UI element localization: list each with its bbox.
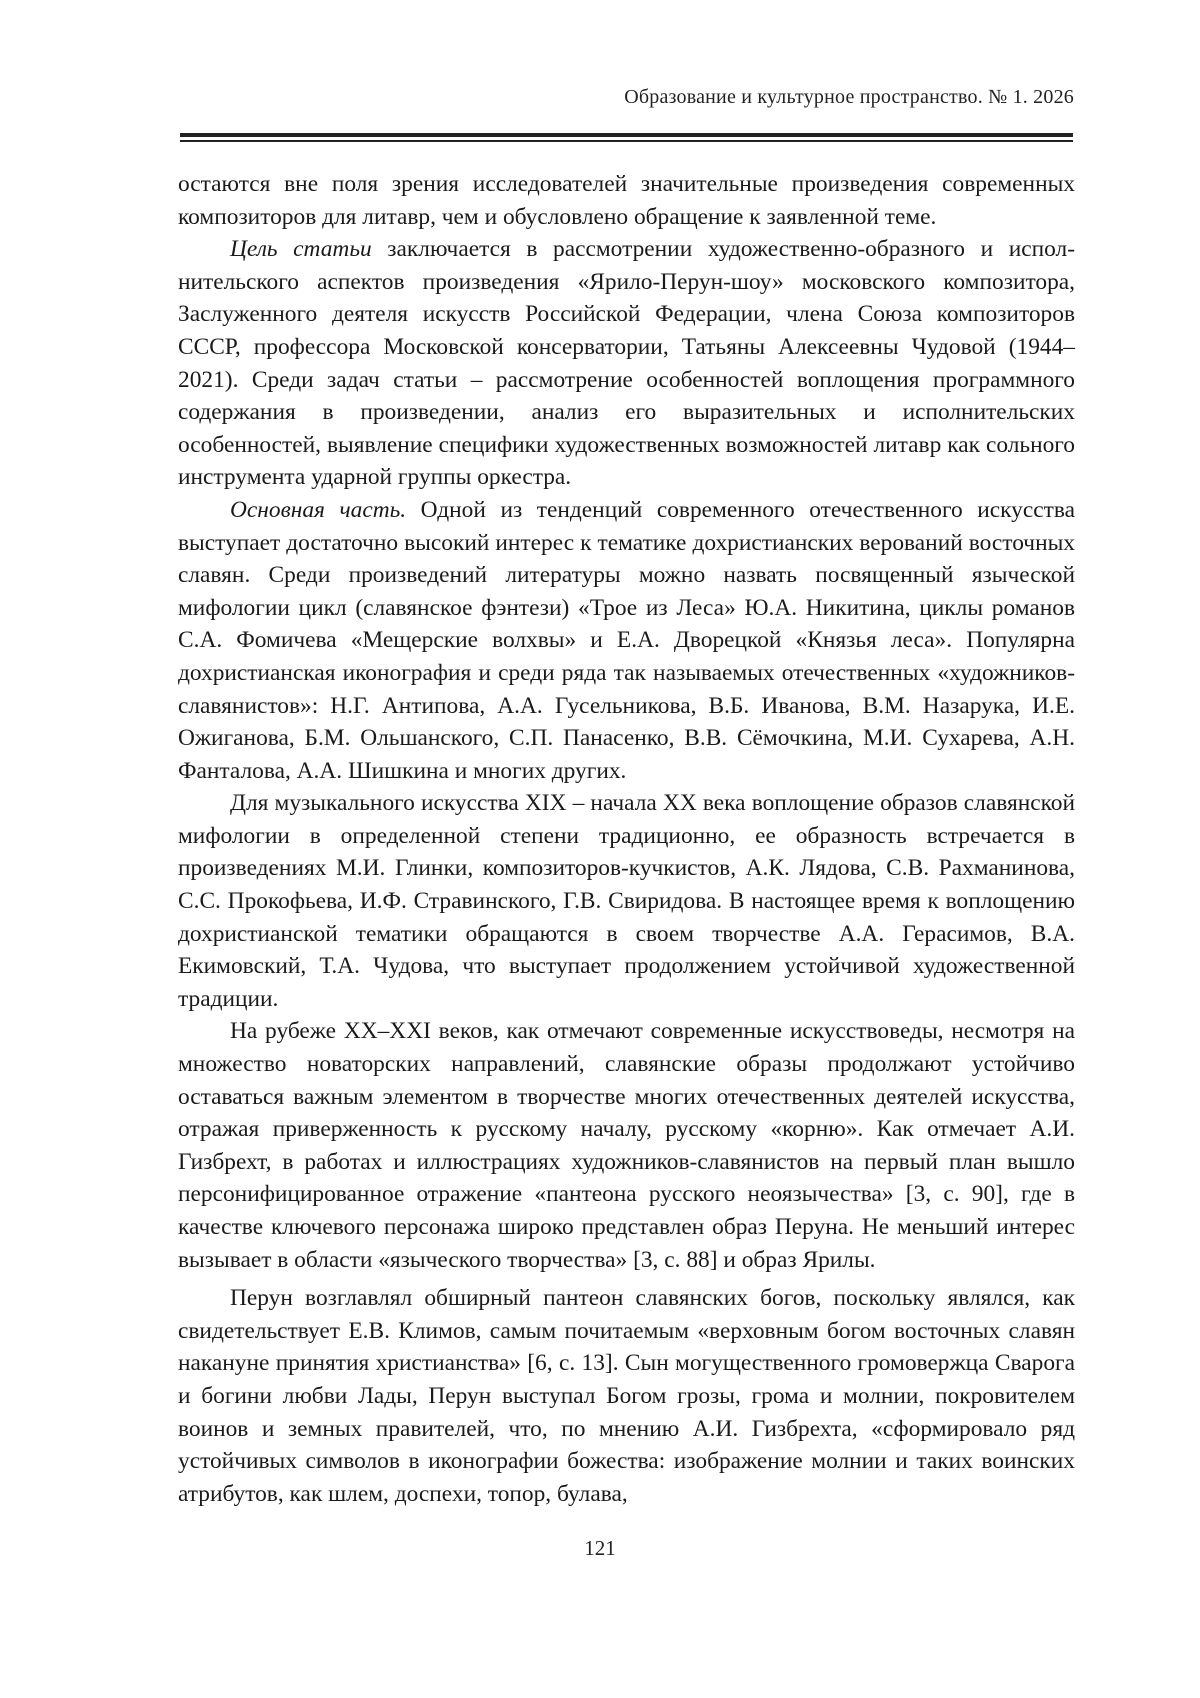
- running-header: Образование и культурное пространство. № 1. 2026: [624, 86, 1074, 108]
- paragraph-lead: Основная часть.: [230, 496, 407, 523]
- paragraph-slavic-images: [178, 1015, 1075, 1276]
- page-number: 121: [584, 1536, 616, 1560]
- paragraph-text: заключается в рассмотрении художественно-образного и исполнительского аспектов произведения «Ярило-Перун-шоу» московского композитора, Заслуженного деятеля искусств Российской Федерации, члена Союза композиторов СССР, профессора Московской консерватории, Татьяны Алексеевны Чудовой (1944–2021). Среди задач статьи – рассмотрение особенностей воплощения программного содержания в произведении, анализ его выразительных и исполнительских особенностей, выявление специфики художественных возможностей литавр как сольного инструмента ударной группы оркестра.: [178, 236, 1076, 491]
- paragraph-text: На рубеже XX–XXI веков, как отмечают современные искусствоведы, несмотря на множество новаторских направлений, славянские образы продолжают устойчиво оставаться важным элементом в творчестве многих отечественных деятелей искусства, отражая приверженность к русскому началу, русскому «корню». Как отмечает А.И. Гизбрехт, в работах и иллюстрациях художников-славянистов на первый план вышло персонифицированное отражение «пантеона русского неоязычества» [3, с. 90], где в качестве ключевого персонажа широко представлен образ Перуна. Не меньший интерес вызывает в области «языческого творчества» [3, с. 88] и образ Ярилы.: [178, 1018, 1075, 1273]
- article-body: [178, 168, 1075, 1510]
- paragraph-main-part: [178, 494, 1075, 787]
- paragraph-text: остаются вне поля зрения исследователей значительные произведения современных композиторов для литавр, чем и обусловлено обращение к заявленной теме.: [178, 171, 1075, 230]
- paragraph-continuation: [178, 168, 1075, 233]
- paragraph-text: Для музыкального искусства XIX – начала XX века воплощение образов славянской мифологии в определенной степени традиционно, ее образность встречается в произведениях М.И. Глинки, композиторов-кучкистов, А.К. Лядова, С.В. Рахманинова, С.С. Прокофьева, И.Ф. Стравинского, Г.В. Свиридова. В настоящее время к воплощению дохристианской тематики обращаются в своем творчестве А.А. Герасимов, В.А. Екимовский, Т.А. Чудова, что выступает продолжением устойчивой художественной традиции.: [178, 790, 1075, 1012]
- paragraph-music-tradition: [178, 787, 1075, 1015]
- paragraph-lead: Цель статьи: [230, 236, 372, 263]
- paragraph-perun: [178, 1282, 1075, 1510]
- paragraph-text: Перун возглавлял обширный пантеон славянских богов, поскольку являлся, как свидетельствует Е.В. Климов, самым почитаемым «верховным богом восточных славян накануне принятия христианства» [6, с. 13]. Сын могущественного громовержца Сварога и богини любви Лады, Перун выступал Богом грозы, грома и молнии, покровителем воинов и земных правителей, что, по мнению А.И. Гизбрехта, «сформировало ряд устойчивых символов в иконографии божества: изображение молнии и таких воинских атрибутов, как шлем, доспехи, топор, булава,: [178, 1285, 1075, 1507]
- paragraph-text: Одной из тенденций современного отечественного искусства выступает достаточно высокий интерес к тематике дохристианских верований восточных славян. Среди произведений литературы можно назвать посвященный языческой мифологии цикл (славянское фэнтези) «Трое из Леса» Ю.А. Никитина, циклы романов С.А. Фомичева «Мещерские волхвы» и Е.А. Дворецкой «Князья леса». Популярна дохристианская иконография и среди ряда так называемых отечественных «художников-славянистов»: Н.Г. Антипова, А.А. Гусельникова, В.Б. Иванова, В.М. Назарука, И.Е. Ожиганова, Б.М. Ольшанского, С.П. Панасенко, В.В. Сёмочкина, М.И. Сухарева, А.Н. Фанталова, А.А. Шишкина и многих других.: [178, 496, 1075, 784]
- paragraph-article-aim: [178, 233, 1075, 494]
- header-rule-thin: [180, 140, 1073, 142]
- header-rule-thick: [180, 133, 1073, 137]
